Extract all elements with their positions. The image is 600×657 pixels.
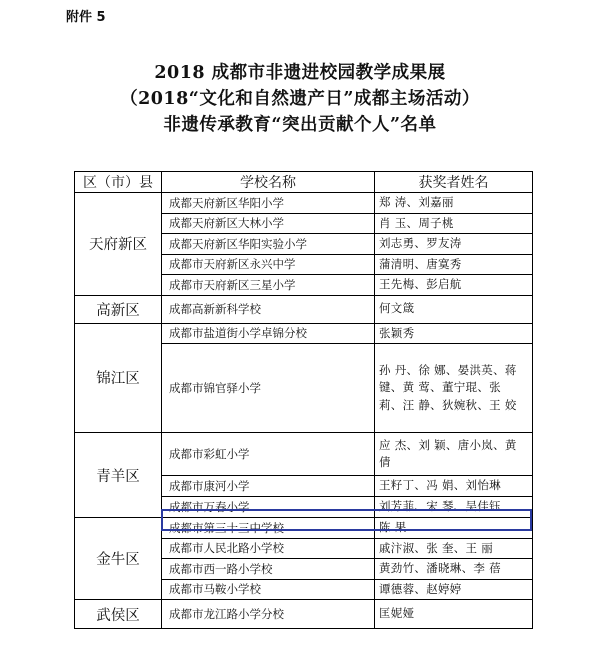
names-cell: 应 杰、刘 颖、唐小岚、黄 倩 — [375, 433, 533, 476]
names-cell: 王籽丁、冯 娟、刘怡琳 — [375, 476, 533, 497]
school-cell: 成都市天府新区永兴中学 — [162, 254, 375, 275]
school-cell: 成都市彩虹小学 — [162, 433, 375, 476]
names-cell: 黄劲竹、潘晓琳、李 蓓 — [375, 559, 533, 580]
school-cell: 成都高新新科学校 — [162, 295, 375, 323]
district-cell: 金牛区 — [75, 518, 162, 600]
school-cell: 成都市万春小学 — [162, 497, 375, 518]
header-names: 获奖者姓名 — [375, 172, 533, 193]
title-line-1: 2018 成都市非遗进校园教学成果展 — [154, 63, 446, 83]
school-cell: 成都市盐道街小学卓锦分校 — [162, 323, 375, 344]
award-table — [74, 171, 533, 629]
names-cell: 蒲清明、唐寞秀 — [375, 254, 533, 275]
school-cell: 成都市龙江路小学分校 — [162, 600, 375, 629]
district-cell: 青羊区 — [75, 433, 162, 518]
names-cell: 肖 玉、周子桃 — [375, 213, 533, 234]
table-row — [75, 295, 533, 323]
names-cell: 陈 果 — [375, 518, 533, 539]
school-cell: 成都天府新区华阳小学 — [162, 193, 375, 214]
table-row — [75, 323, 533, 344]
school-cell: 成都市人民北路小学校 — [162, 538, 375, 559]
names-cell: 刘芳菲、宋 琴、吴佳钰 — [375, 497, 533, 518]
district-cell: 武侯区 — [75, 600, 162, 629]
names-cell: 刘志勇、罗友涛 — [375, 234, 533, 255]
school-cell: 成都天府新区华阳实验小学 — [162, 234, 375, 255]
school-cell: 成都市马鞍小学校 — [162, 579, 375, 600]
district-cell: 高新区 — [75, 295, 162, 323]
title-line-2: （2018“文化和自然遗产日”成都主场活动） — [120, 89, 480, 109]
names-cell: 谭德蓉、赵婷婷 — [375, 579, 533, 600]
header-school: 学校名称 — [162, 172, 375, 193]
table-row — [75, 600, 533, 629]
names-cell: 孙 丹、徐 娜、晏洪英、蒋 键、黄 莺、董宁琨、张 莉、汪 静、狄婉秋、王 姣 — [375, 344, 533, 433]
attachment-label: 附件 5 — [66, 10, 106, 25]
district-cell: 天府新区 — [75, 193, 162, 296]
district-cell: 锦江区 — [75, 323, 162, 433]
names-cell: 戚汴淑、张 奎、王 丽 — [375, 538, 533, 559]
school-cell: 成都市西一路小学校 — [162, 559, 375, 580]
school-cell: 成都市康河小学 — [162, 476, 375, 497]
school-cell: 成都天府新区大林小学 — [162, 213, 375, 234]
school-cell: 成都市锦官驿小学 — [162, 344, 375, 433]
names-cell: 何文箴 — [375, 295, 533, 323]
school-cell: 成都市第三十三中学校 — [162, 518, 375, 539]
table-row — [75, 518, 533, 539]
names-cell: 王先梅、彭启航 — [375, 275, 533, 296]
school-cell: 成都市天府新区三星小学 — [162, 275, 375, 296]
names-cell: 张颖秀 — [375, 323, 533, 344]
names-cell: 匡妮娅 — [375, 600, 533, 629]
header-district: 区（市）县 — [75, 172, 162, 193]
table-row — [75, 433, 533, 476]
table-row — [75, 193, 533, 214]
document-title — [0, 60, 600, 138]
names-cell: 郑 涛、刘嘉丽 — [375, 193, 533, 214]
title-line-3: 非遗传承教育“突出贡献个人”名单 — [163, 115, 437, 135]
